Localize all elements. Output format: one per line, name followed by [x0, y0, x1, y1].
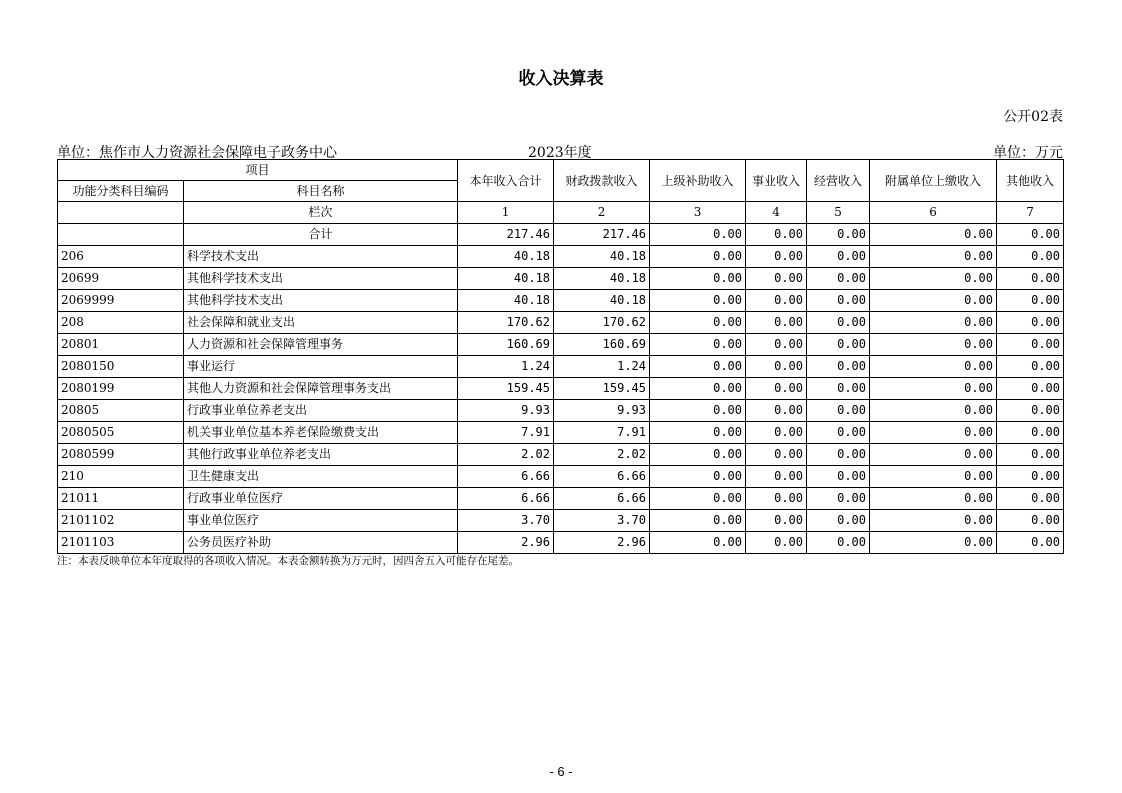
index-cell: 3: [650, 202, 746, 224]
total-label: 合计: [184, 224, 458, 246]
table-row: [58, 444, 1064, 466]
row-value: 0.00: [870, 466, 997, 488]
header-col-total: 本年收入合计: [458, 160, 554, 202]
table-row: [58, 378, 1064, 400]
row-name: 公务员医疗补助: [184, 532, 458, 554]
row-code: 210: [58, 466, 184, 488]
row-code: 20801: [58, 334, 184, 356]
row-value: 0.00: [997, 466, 1064, 488]
row-value: 0.00: [650, 246, 746, 268]
table-row: [58, 532, 1064, 554]
header-code: 功能分类科目编码: [58, 181, 184, 202]
row-value: 40.18: [458, 268, 554, 290]
row-value: 9.93: [554, 400, 650, 422]
form-number: 公开02表: [1003, 109, 1063, 125]
total-value: 217.46: [554, 224, 650, 246]
row-value: 0.00: [997, 378, 1064, 400]
row-value: 0.00: [807, 268, 870, 290]
row-value: 0.00: [650, 400, 746, 422]
table-row: [58, 312, 1064, 334]
row-name: 其他人力资源和社会保障管理事务支出: [184, 378, 458, 400]
row-value: 0.00: [807, 312, 870, 334]
row-value: 0.00: [870, 510, 997, 532]
table-row: [58, 268, 1064, 290]
row-value: 0.00: [997, 290, 1064, 312]
row-value: 0.00: [807, 290, 870, 312]
row-value: 0.00: [807, 246, 870, 268]
table-row: [58, 422, 1064, 444]
row-value: 0.00: [997, 246, 1064, 268]
row-name: 其他科学技术支出: [184, 268, 458, 290]
row-value: 2.02: [458, 444, 554, 466]
index-cell: 1: [458, 202, 554, 224]
header-col-fiscal: 财政拨款收入: [554, 160, 650, 202]
row-value: 0.00: [746, 444, 807, 466]
row-code: 2069999: [58, 290, 184, 312]
row-code: 208: [58, 312, 184, 334]
row-code: 206: [58, 246, 184, 268]
header-col-other: 其他收入: [997, 160, 1064, 202]
row-value: 1.24: [554, 356, 650, 378]
row-value: 0.00: [870, 422, 997, 444]
table-row: [58, 488, 1064, 510]
row-value: 159.45: [554, 378, 650, 400]
row-value: 0.00: [997, 400, 1064, 422]
row-value: 0.00: [870, 290, 997, 312]
row-name: 人力资源和社会保障管理事务: [184, 334, 458, 356]
footnote: 注：本表反映单位本年度取得的各项收入情况。本表金额转换为万元时，因四舍五入可能存在尾差。: [57, 555, 519, 567]
row-name: 行政事业单位养老支出: [184, 400, 458, 422]
row-value: 2.96: [554, 532, 650, 554]
table-row: [58, 400, 1064, 422]
header-col-affiliated: 附属单位上缴收入: [870, 160, 997, 202]
row-value: 40.18: [554, 246, 650, 268]
row-value: 0.00: [746, 532, 807, 554]
total-value: 0.00: [870, 224, 997, 246]
row-value: 6.66: [554, 466, 650, 488]
row-value: 40.18: [554, 290, 650, 312]
row-value: 0.00: [746, 312, 807, 334]
row-code: 20699: [58, 268, 184, 290]
row-value: 0.00: [746, 334, 807, 356]
row-value: 0.00: [650, 378, 746, 400]
row-code: 20805: [58, 400, 184, 422]
row-code: 2080599: [58, 444, 184, 466]
row-value: 0.00: [650, 444, 746, 466]
header-col-business: 事业收入: [746, 160, 807, 202]
row-value: 0.00: [650, 356, 746, 378]
index-label: 栏次: [184, 202, 458, 224]
total-value: 217.46: [458, 224, 554, 246]
total-value: 0.00: [650, 224, 746, 246]
row-value: 0.00: [997, 444, 1064, 466]
row-value: 0.00: [807, 378, 870, 400]
row-value: 0.00: [807, 466, 870, 488]
row-value: 0.00: [870, 532, 997, 554]
row-value: 0.00: [807, 510, 870, 532]
row-value: 3.70: [554, 510, 650, 532]
total-value: 0.00: [746, 224, 807, 246]
row-value: 0.00: [650, 312, 746, 334]
row-value: 3.70: [458, 510, 554, 532]
row-value: 40.18: [554, 268, 650, 290]
row-value: 40.18: [458, 290, 554, 312]
total-value: 0.00: [807, 224, 870, 246]
row-value: 0.00: [870, 268, 997, 290]
row-value: 0.00: [997, 312, 1064, 334]
header-col-operating: 经营收入: [807, 160, 870, 202]
row-value: 6.66: [458, 466, 554, 488]
table-row: [58, 334, 1064, 356]
row-value: 0.00: [870, 488, 997, 510]
row-value: 0.00: [746, 488, 807, 510]
row-value: 0.00: [997, 268, 1064, 290]
row-value: 0.00: [997, 532, 1064, 554]
row-value: 159.45: [458, 378, 554, 400]
row-name: 其他科学技术支出: [184, 290, 458, 312]
table-body: [58, 202, 1064, 554]
row-value: 6.66: [458, 488, 554, 510]
row-name: 卫生健康支出: [184, 466, 458, 488]
index-cell: 6: [870, 202, 997, 224]
row-value: 0.00: [746, 246, 807, 268]
row-value: 0.00: [746, 510, 807, 532]
row-value: 0.00: [997, 510, 1064, 532]
row-value: 0.00: [870, 312, 997, 334]
row-value: 0.00: [807, 334, 870, 356]
row-value: 0.00: [870, 378, 997, 400]
header-name: 科目名称: [184, 181, 458, 202]
row-value: 0.00: [746, 378, 807, 400]
row-value: 0.00: [650, 290, 746, 312]
row-value: 9.93: [458, 400, 554, 422]
row-code: 2101102: [58, 510, 184, 532]
row-value: 0.00: [746, 268, 807, 290]
row-value: 160.69: [554, 334, 650, 356]
row-value: 0.00: [807, 532, 870, 554]
row-name: 科学技术支出: [184, 246, 458, 268]
index-row: [58, 202, 1064, 224]
row-code: 21011: [58, 488, 184, 510]
row-value: 0.00: [650, 334, 746, 356]
row-value: 0.00: [650, 466, 746, 488]
row-code: 2080199: [58, 378, 184, 400]
row-value: 0.00: [807, 422, 870, 444]
row-value: 7.91: [458, 422, 554, 444]
row-value: 0.00: [650, 510, 746, 532]
total-row: [58, 224, 1064, 246]
total-value: 0.00: [997, 224, 1064, 246]
row-value: 0.00: [870, 356, 997, 378]
row-value: 0.00: [807, 488, 870, 510]
income-table: [57, 159, 1064, 554]
row-value: 7.91: [554, 422, 650, 444]
row-name: 其他行政事业单位养老支出: [184, 444, 458, 466]
table-row: [58, 510, 1064, 532]
row-value: 0.00: [650, 422, 746, 444]
row-value: 0.00: [997, 334, 1064, 356]
table-row: [58, 356, 1064, 378]
row-value: 0.00: [650, 532, 746, 554]
row-value: 170.62: [554, 312, 650, 334]
page-title: 收入决算表: [518, 69, 604, 89]
row-value: 0.00: [870, 444, 997, 466]
row-value: 170.62: [458, 312, 554, 334]
row-code: 2080150: [58, 356, 184, 378]
row-value: 0.00: [997, 356, 1064, 378]
row-value: 6.66: [554, 488, 650, 510]
row-name: 事业运行: [184, 356, 458, 378]
index-cell: 7: [997, 202, 1064, 224]
reporting-unit: 单位：焦作市人力资源社会保障电子政务中心: [57, 145, 337, 161]
row-code: 2101103: [58, 532, 184, 554]
row-value: 160.69: [458, 334, 554, 356]
row-value: 0.00: [746, 422, 807, 444]
row-name: 社会保障和就业支出: [184, 312, 458, 334]
row-value: 0.00: [807, 400, 870, 422]
index-cell: 2: [554, 202, 650, 224]
row-name: 事业单位医疗: [184, 510, 458, 532]
row-value: 0.00: [746, 400, 807, 422]
table-row: [58, 246, 1064, 268]
row-code: 2080505: [58, 422, 184, 444]
row-value: 0.00: [870, 334, 997, 356]
row-value: 0.00: [807, 444, 870, 466]
row-value: 0.00: [746, 290, 807, 312]
row-value: 0.00: [870, 246, 997, 268]
row-name: 行政事业单位医疗: [184, 488, 458, 510]
index-cell: 4: [746, 202, 807, 224]
row-value: 0.00: [807, 356, 870, 378]
money-unit: 单位：万元: [993, 145, 1063, 161]
row-value: 0.00: [997, 488, 1064, 510]
row-value: 0.00: [746, 466, 807, 488]
fiscal-year: 2023年度: [528, 145, 592, 161]
table-row: [58, 290, 1064, 312]
row-value: 0.00: [997, 422, 1064, 444]
row-value: 0.00: [650, 268, 746, 290]
row-value: 0.00: [650, 488, 746, 510]
row-value: 2.96: [458, 532, 554, 554]
page-number: - 6 -: [549, 764, 573, 779]
index-cell: 5: [807, 202, 870, 224]
header-col-superior: 上级补助收入: [650, 160, 746, 202]
row-value: 2.02: [554, 444, 650, 466]
row-name: 机关事业单位基本养老保险缴费支出: [184, 422, 458, 444]
row-value: 1.24: [458, 356, 554, 378]
row-value: 40.18: [458, 246, 554, 268]
table-row: [58, 466, 1064, 488]
row-value: 0.00: [870, 400, 997, 422]
header-item: 项目: [58, 160, 458, 181]
row-value: 0.00: [746, 356, 807, 378]
